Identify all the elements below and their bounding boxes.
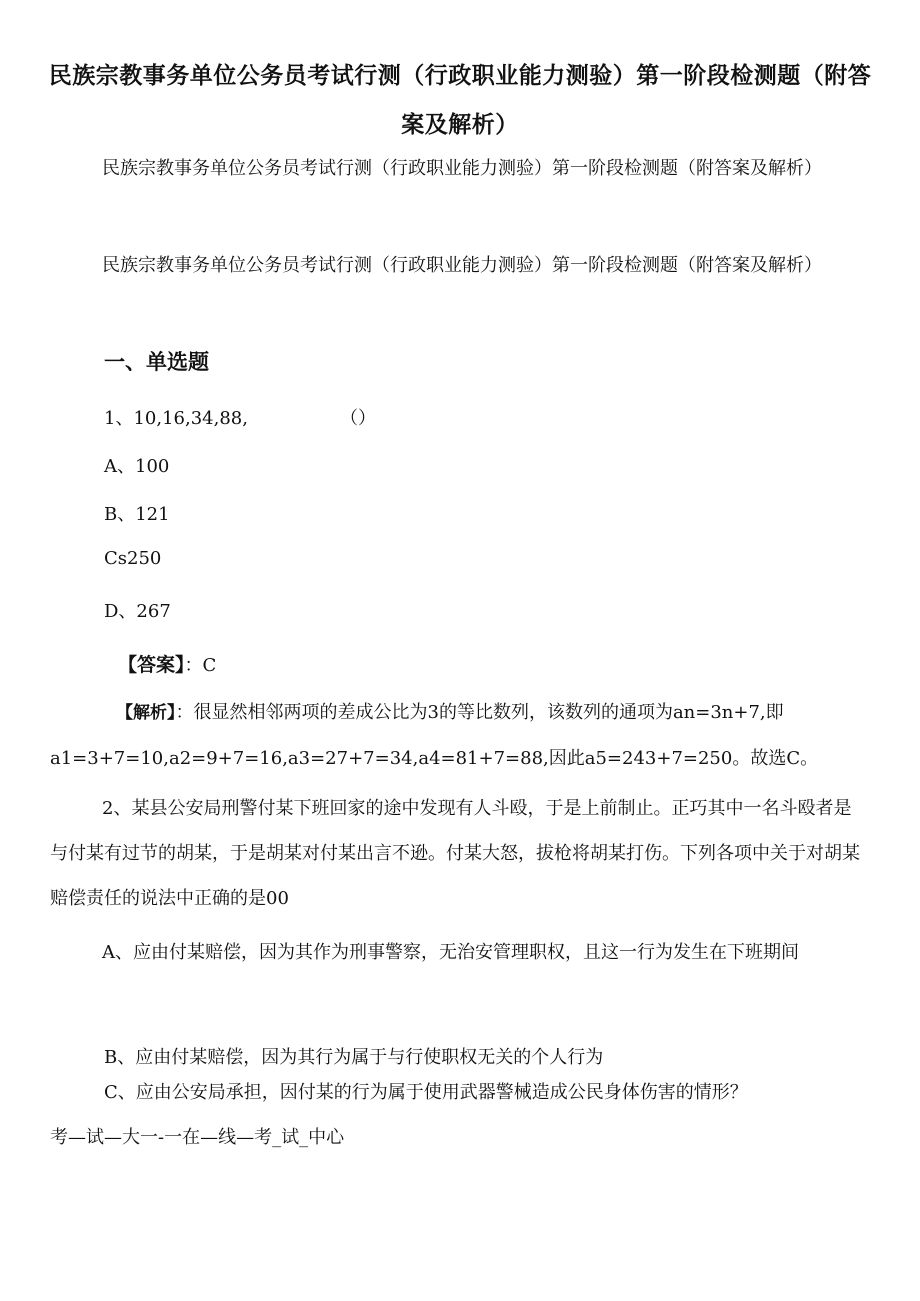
question-1-option-a: A、100 bbox=[104, 456, 170, 477]
answer-value: ：C bbox=[184, 655, 217, 676]
question-2-option-a: A、应由付某赔偿，因为其作为刑事警察，无治安管理职权，且这一行为发生在下班期间 bbox=[102, 942, 799, 963]
subtitle-paragraph-2: 民族宗教事务单位公务员考试行测（行政职业能力测验）第一阶段检测题（附答案及解析） bbox=[102, 255, 822, 276]
question-2-option-b: B、应由付某赔偿，因为其行为属于与行使职权无关的个人行为 bbox=[104, 1047, 604, 1068]
question-1-option-b: B、121 bbox=[104, 504, 170, 525]
question-1-blank: （） bbox=[340, 408, 376, 429]
analysis-text: ：很显然相邻两项的差成公比为3的等比数列，该数列的通项为an=3n+7,即a1=3+7=10,a2=9+7=16,a3=27+7=34,a4=81+7=88,因此a5=243+7=250。故选C。 bbox=[50, 702, 819, 769]
footer-watermark: 考—试—大一-一在—线—考_试_中心 bbox=[50, 1127, 345, 1148]
question-1-answer bbox=[118, 650, 216, 677]
page-title: 民族宗教事务单位公务员考试行测（行政职业能力测验）第一阶段检测题（附答案及解析） bbox=[48, 63, 872, 138]
subtitle-paragraph-1: 民族宗教事务单位公务员考试行测（行政职业能力测验）第一阶段检测题（附答案及解析） bbox=[102, 158, 822, 179]
question-1-option-d: D、267 bbox=[104, 601, 171, 622]
question-2-stem: 2、某县公安局刑警付某下班回家的途中发现有人斗殴，于是上前制止。正巧其中一名斗殴者是与付某有过节的胡某，于是胡某对付某出言不逊。付某大怒，拔枪将胡某打伤。下列各项中关于对胡某赔偿责任的说法中正确的是00 bbox=[50, 798, 860, 909]
section-heading: 一、单选题 bbox=[104, 350, 209, 374]
question-1-option-c: Cs250 bbox=[104, 548, 162, 569]
question-2-option-c: C、应由公安局承担，因付某的行为属于使用武器警械造成公民身体伤害的情形？ bbox=[104, 1082, 748, 1103]
question-1-analysis bbox=[50, 690, 868, 781]
question-1-stem: 1、10,16,34,88, bbox=[104, 408, 248, 429]
analysis-label: 【解析】 bbox=[116, 703, 176, 723]
answer-label: 【答案】 bbox=[118, 654, 185, 676]
